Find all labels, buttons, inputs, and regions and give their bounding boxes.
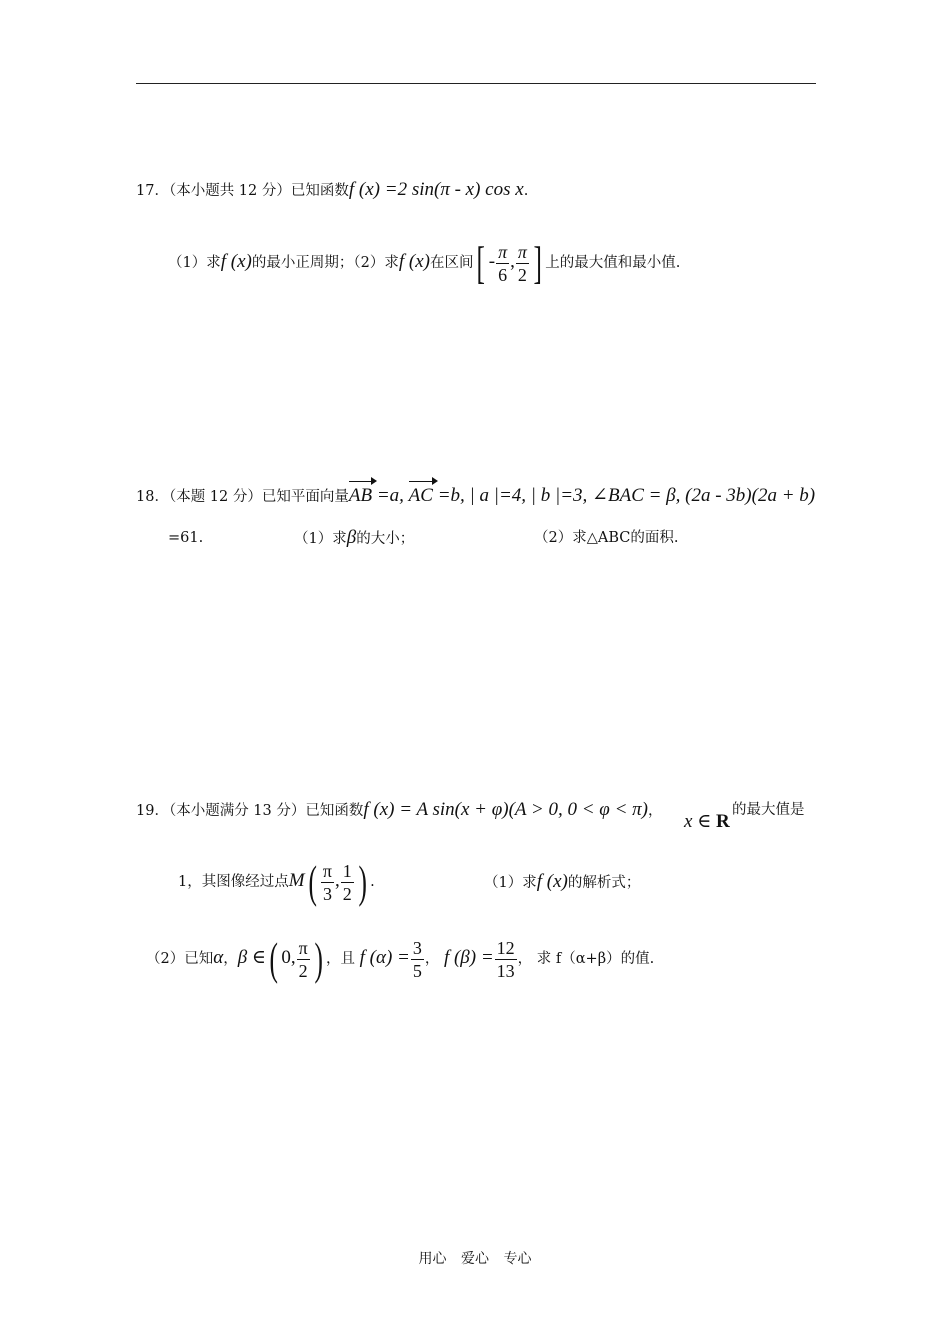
period: . [523, 183, 529, 199]
numerator: 1 [342, 860, 352, 881]
question-1-label: （1）求 [294, 531, 347, 547]
x-symbol: x [684, 811, 693, 832]
left-paren: ( [308, 856, 317, 907]
question-1-label: （1）求 [168, 255, 221, 271]
problem-18-statement [136, 484, 815, 509]
beta-symbol: β [346, 527, 357, 548]
left-bracket: [ [476, 237, 486, 288]
f-alpha: f (α) = [359, 947, 410, 968]
denominator: 5 [412, 960, 422, 981]
problem-18-head: 18．（本题 12 分）已知平面向量 [136, 489, 349, 505]
and-text: ，且 [326, 951, 355, 967]
separator: ， [424, 951, 440, 967]
problem-17-head: 17．（本小题共 12 分）已知函数 [136, 183, 349, 199]
comma: , [510, 251, 515, 272]
eq-a: =a, [372, 485, 409, 506]
right-paren: ) [358, 856, 367, 907]
question-1-label: （1）求 [484, 875, 537, 891]
x-in-r [684, 810, 730, 835]
problem-18-question-2 [534, 526, 678, 550]
problem-17-function: f (x) =2 sin(π - x) cos x [348, 179, 524, 200]
denominator: 3 [322, 883, 332, 904]
right-paren: ) [314, 933, 323, 984]
fraction-3-5 [411, 937, 424, 982]
zero: 0, [281, 947, 296, 968]
fraction-pi-2 [516, 241, 529, 286]
fraction-pi-2 [297, 937, 310, 982]
f-beta: f (β) = [443, 947, 494, 968]
problem-19-function: f (x) = A sin(x + φ)(A > 0, 0 < φ < π) [363, 799, 648, 820]
numerator: π [322, 860, 332, 881]
denominator: 2 [517, 264, 527, 285]
fraction-pi-3 [321, 860, 334, 905]
problem-18-question-1 [294, 526, 414, 551]
minus-sign: - [488, 251, 496, 272]
point-text: 1，其图像经过点 [178, 874, 289, 890]
problem-17-statement [136, 178, 528, 203]
question-1-text: 的大小； [356, 531, 415, 547]
problem-19-head: 19．（本小题满分 13 分）已知函数 [136, 803, 364, 819]
period: . [370, 874, 375, 890]
denominator: 2 [298, 960, 308, 981]
denominator: 6 [498, 264, 508, 285]
numerator: 3 [412, 937, 422, 958]
fx-symbol: f (x) [536, 871, 568, 892]
problem-19-question-2 [146, 934, 654, 983]
header-rule [136, 83, 816, 84]
page-footer: 用心 爱心 专心 [418, 1251, 532, 1267]
equation-result: =61. [168, 530, 204, 546]
question-2-text: ， 求 f（α+β）的值. [517, 951, 655, 967]
question-1-text: 的解析式； [567, 875, 641, 891]
point-m: M [288, 870, 305, 891]
problem-19-head-line [136, 798, 663, 823]
question-2-text: 上的最大值和最小值. [545, 255, 681, 271]
problem-19-tail [732, 798, 805, 822]
numerator: π [298, 937, 308, 958]
comma: , [334, 870, 340, 891]
problem-19-question-1 [484, 862, 640, 903]
numerator: 12 [496, 937, 515, 958]
separator: ， [648, 803, 663, 819]
problem-18-conditions: =b, | a |=4, | b |=3, ∠BAC = β, (2a - 3b)(2a + b) [432, 485, 816, 506]
interval-label: 在区间 [429, 255, 474, 271]
vector-ac: AC [408, 485, 433, 506]
element-of: ∈ [692, 811, 717, 832]
problem-19-line2 [178, 858, 375, 905]
fraction-1-2 [341, 860, 354, 905]
vector-ab: AB [348, 485, 373, 506]
question-2-label: （2）已知 [146, 951, 214, 967]
left-paren: ( [269, 933, 278, 984]
numerator: π [517, 241, 527, 262]
beta-in: β ∈ [237, 947, 266, 968]
question-2-text: （2）求△ABC的面积. [534, 530, 679, 546]
fraction-12-13 [495, 937, 517, 982]
fraction-pi-6 [496, 241, 509, 286]
comma: ， [223, 951, 238, 967]
denominator: 13 [496, 960, 515, 981]
max-value-text: 的最大值是 [732, 802, 805, 818]
fx-symbol: f (x) [398, 251, 430, 272]
denominator: 2 [342, 883, 352, 904]
problem-18-line2 [168, 526, 203, 550]
question-1-text: 的最小正周期；（2）求 [251, 255, 399, 271]
fx-symbol: f (x) [220, 251, 252, 272]
real-set: R [716, 811, 730, 832]
right-bracket: ] [533, 237, 542, 288]
problem-17-questions [168, 237, 681, 288]
alpha-symbol: α [213, 947, 224, 968]
numerator: π [498, 241, 508, 262]
